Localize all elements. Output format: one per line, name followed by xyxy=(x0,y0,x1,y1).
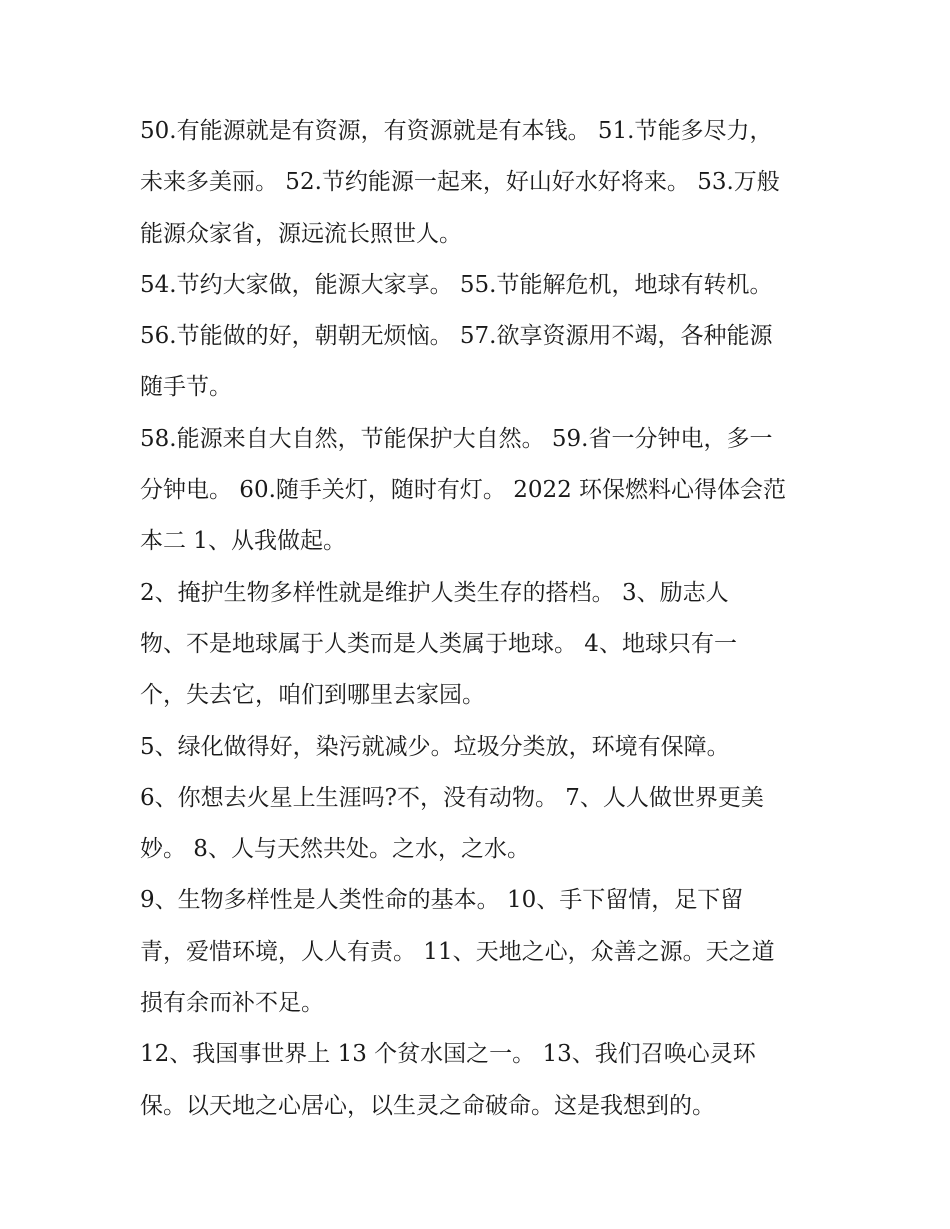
text-line: 本二 1、从我做起。 xyxy=(140,528,346,555)
paragraph-12-13 xyxy=(140,1029,820,1132)
text-line: 56.节能做的好，朝朝无烦恼。 57.欲享资源用不竭，各种能源 xyxy=(140,323,773,350)
paragraph-2-4 xyxy=(140,568,820,722)
text-line: 物、不是地球属于人类而是人类属于地球。 4、地球只有一 xyxy=(140,630,737,657)
text-line: 个，失去它，咱们到哪里去家园。 xyxy=(140,682,485,709)
text-line: 54.节约大家做，能源大家享。 55.节能解危机，地球有转机。 xyxy=(140,271,773,298)
text-line: 2、掩护生物多样性就是维护人类生存的搭档。 3、励志人 xyxy=(140,579,729,606)
paragraph-9-11 xyxy=(140,875,820,1029)
paragraph-6-8 xyxy=(140,773,820,876)
text-line: 保。以天地之心居心，以生灵之命破命。这是我想到的。 xyxy=(140,1092,715,1119)
text-line: 青，爱惜环境，人人有责。 11、天地之心，众善之源。天之道 xyxy=(140,938,775,965)
text-line: 未来多美丽。 52.节约能源一起来，好山好水好将来。 53.万般 xyxy=(140,169,780,196)
text-line: 58.能源来自大自然，节能保护大自然。 59.省一分钟电，多一 xyxy=(140,425,773,452)
text-line: 随手节。 xyxy=(140,374,232,401)
paragraph-5 xyxy=(140,722,820,773)
text-line: 分钟电。 60.随手关灯，随时有灯。 2022 环保燃料心得体会范 xyxy=(140,477,787,504)
document-body xyxy=(140,106,820,1132)
text-line: 6、你想去火星上生涯吗?不，没有动物。 7、人人做世界更美 xyxy=(140,784,764,811)
text-line: 妙。 8、人与天然共处。之水，之水。 xyxy=(140,836,530,863)
text-line: 9、生物多样性是人类性命的基本。 10、手下留情，足下留 xyxy=(140,887,744,914)
text-line: 损有余而补不足。 xyxy=(140,990,324,1017)
text-line: 5、绿化做得好，染污就减少。垃圾分类放，环境有保障。 xyxy=(140,733,730,760)
paragraph-58-60 xyxy=(140,414,820,568)
paragraph-50-53 xyxy=(140,106,820,260)
paragraph-56-57 xyxy=(140,311,820,414)
paragraph-54-55 xyxy=(140,260,820,311)
text-line: 50.有能源就是有资源，有资源就是有本钱。 51.节能多尽力， xyxy=(140,118,773,144)
text-line: 12、我国事世界上 13 个贫水国之一。 13、我们召唤心灵环 xyxy=(140,1041,756,1068)
text-line: 能源众家省，源远流长照世人。 xyxy=(140,220,462,247)
